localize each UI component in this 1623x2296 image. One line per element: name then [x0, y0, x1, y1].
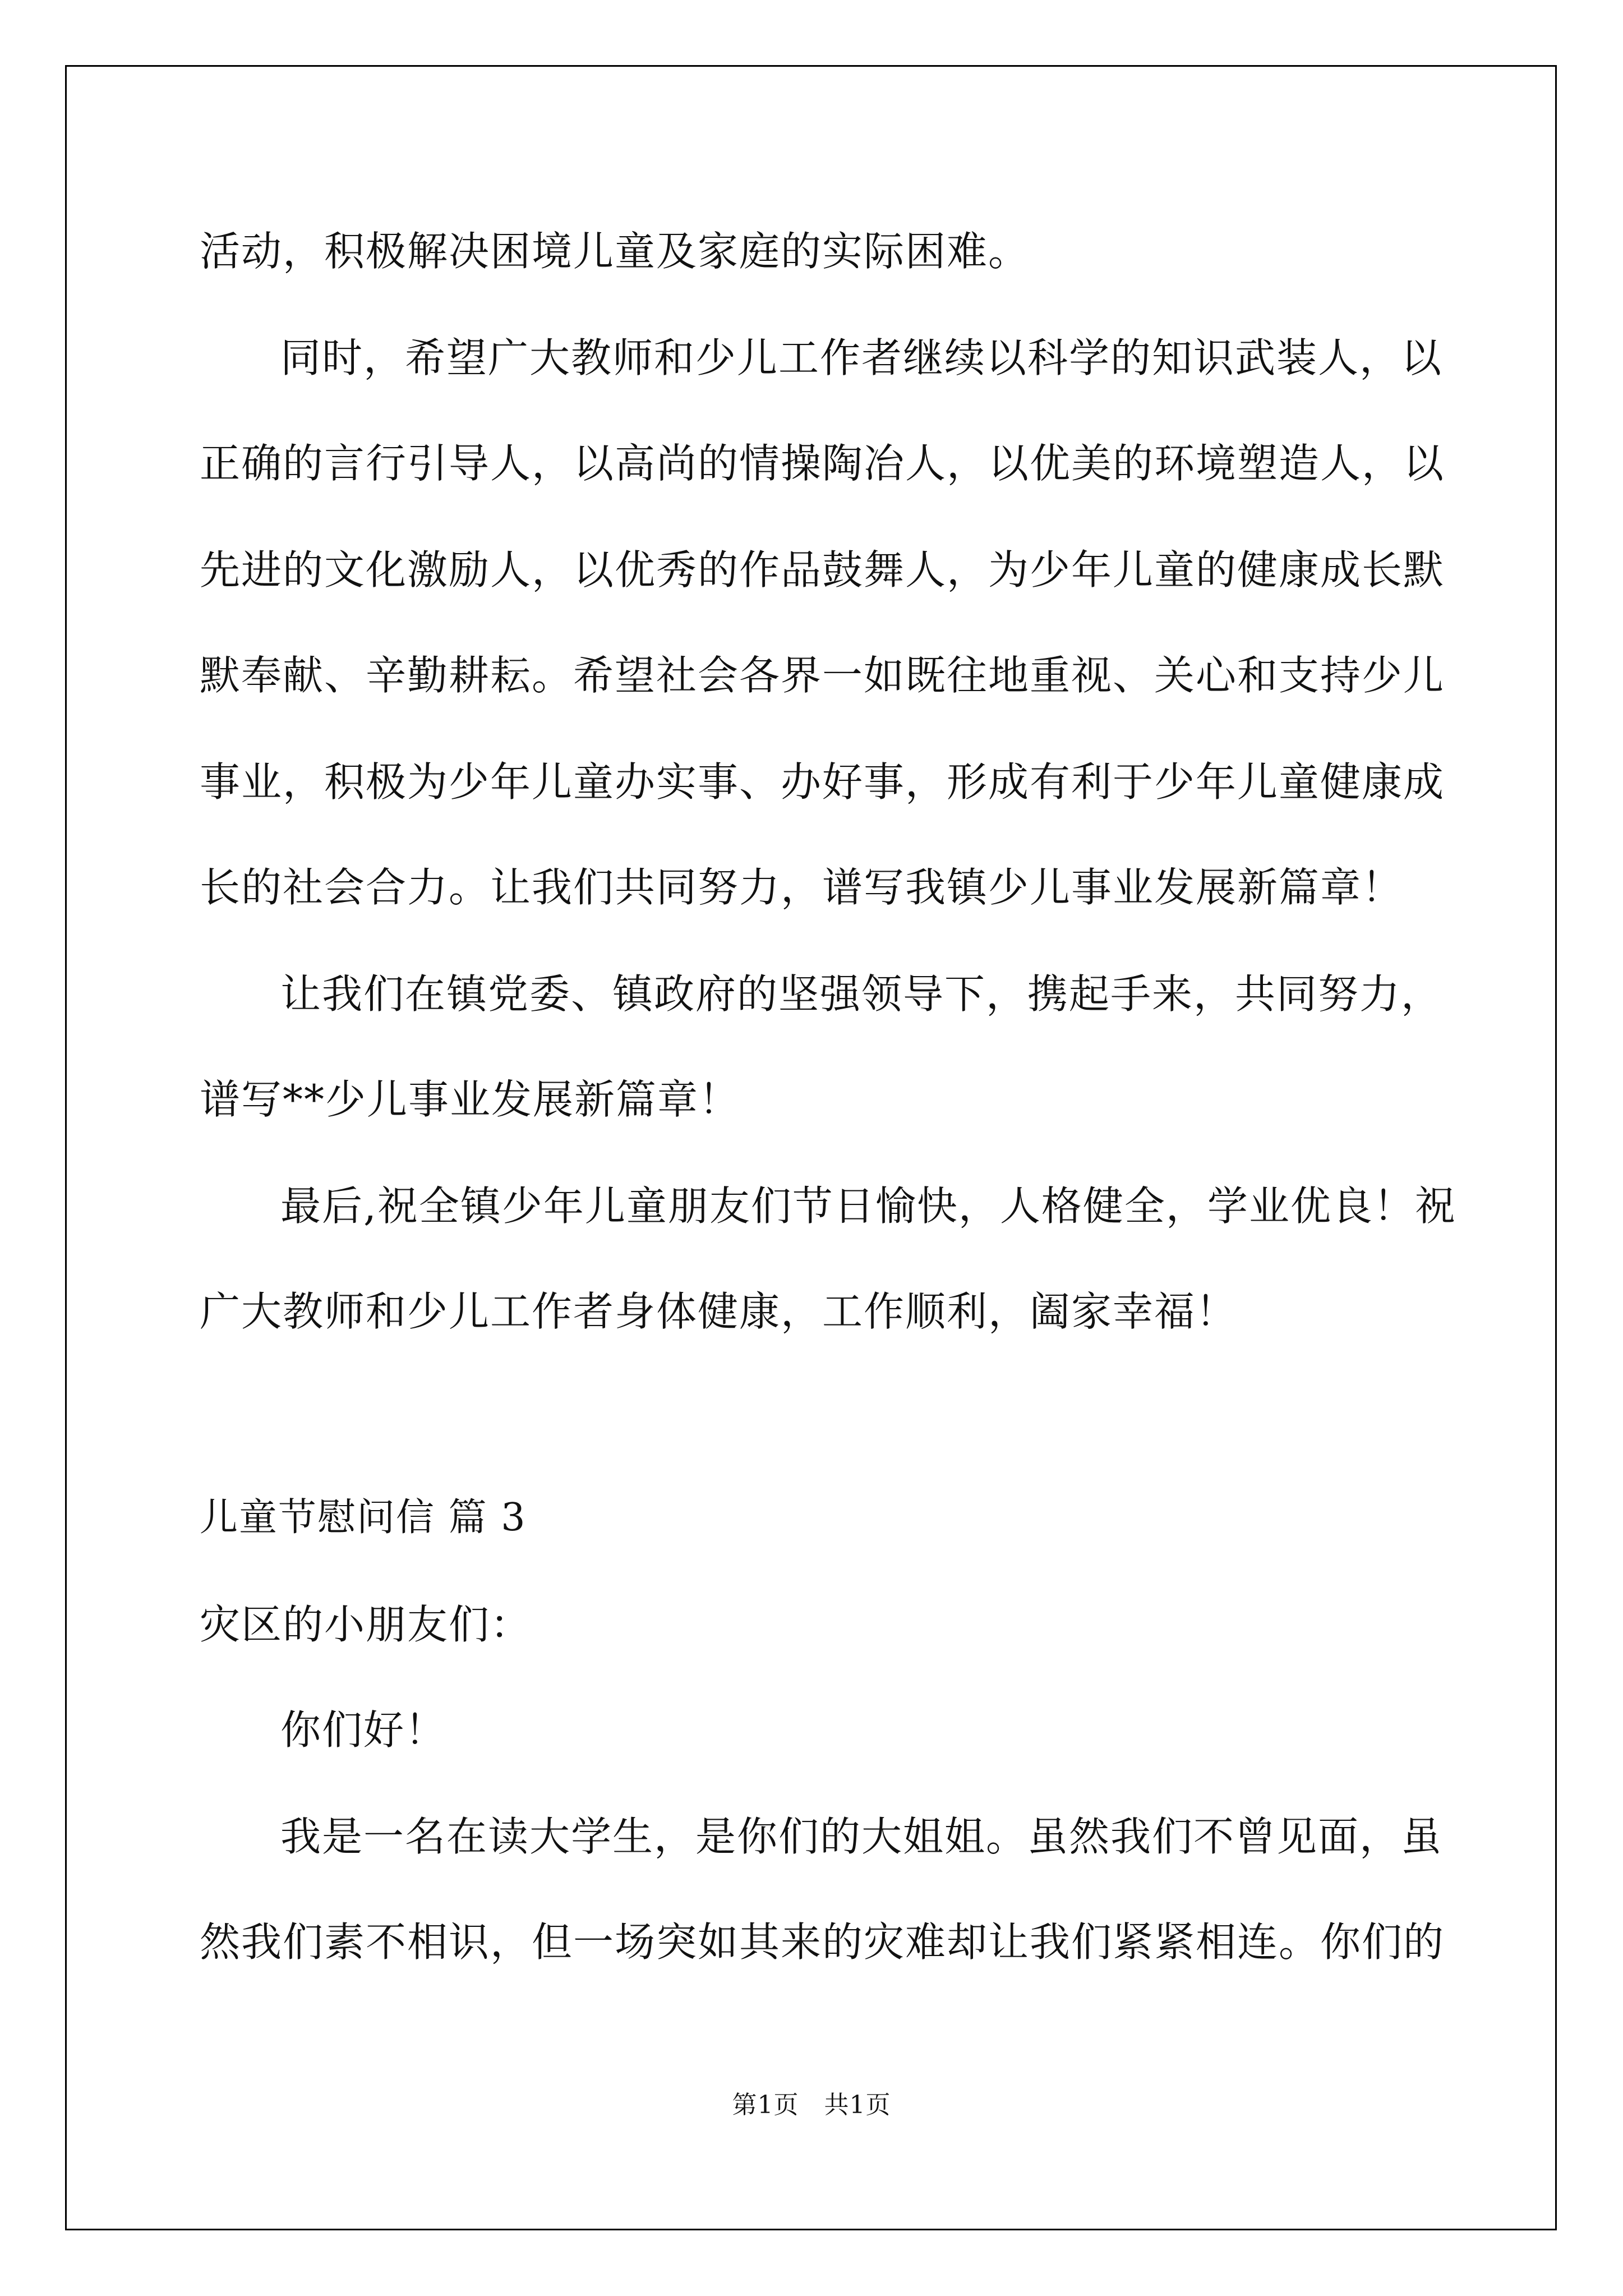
- paragraph-start-line: 最后,祝全镇少年儿童朋友们节日愉快，人格健全，学业优良！祝: [280, 1182, 1456, 1230]
- paragraph-start-line: 我是一名在读大学生，是你们的大姐姐。虽然我们不曾见面，虽: [280, 1813, 1443, 1860]
- text-line: 正确的言行引导人，以高尚的情操陶冶人，以优美的环境塑造人，以: [200, 440, 1445, 487]
- text-line: 先进的文化激励人，以优秀的作品鼓舞人，为少年儿童的健康成长默: [200, 546, 1445, 593]
- paragraph-start-line: 让我们在镇党委、镇政府的坚强领导下，携起手来，共同努力，: [280, 970, 1443, 1018]
- text-line: 广大教师和少儿工作者身体健康，工作顺利，阖家幸福！: [200, 1288, 1238, 1335]
- text-line: 事业，积极为少年儿童办实事、办好事，形成有利于少年儿童健康成: [200, 758, 1445, 806]
- text-line: 谱写**少儿事业发展新篇章！: [200, 1076, 741, 1123]
- text-line: 活动，积极解决困境儿童及家庭的实际困难。: [200, 228, 1030, 275]
- paragraph-start-line: 同时，希望广大教师和少儿工作者继续以科学的知识武装人，以: [280, 334, 1443, 381]
- page-footer: 第1页 共1页: [732, 2091, 891, 2119]
- greeting: 你们好！: [280, 1706, 447, 1754]
- text-line: 然我们素不相识，但一场突如其来的灾难却让我们紧紧相连。你们的: [200, 1918, 1445, 1966]
- salutation: 灾区的小朋友们：: [200, 1601, 532, 1648]
- text-line: 默奉献、辛勤耕耘。希望社会各界一如既往地重视、关心和支持少儿: [200, 652, 1445, 699]
- section-heading: 儿童节慰问信 篇 3: [200, 1496, 527, 1540]
- page-border: [65, 65, 1557, 2230]
- text-line: 长的社会合力。让我们共同努力，谱写我镇少儿事业发展新篇章！: [200, 864, 1404, 911]
